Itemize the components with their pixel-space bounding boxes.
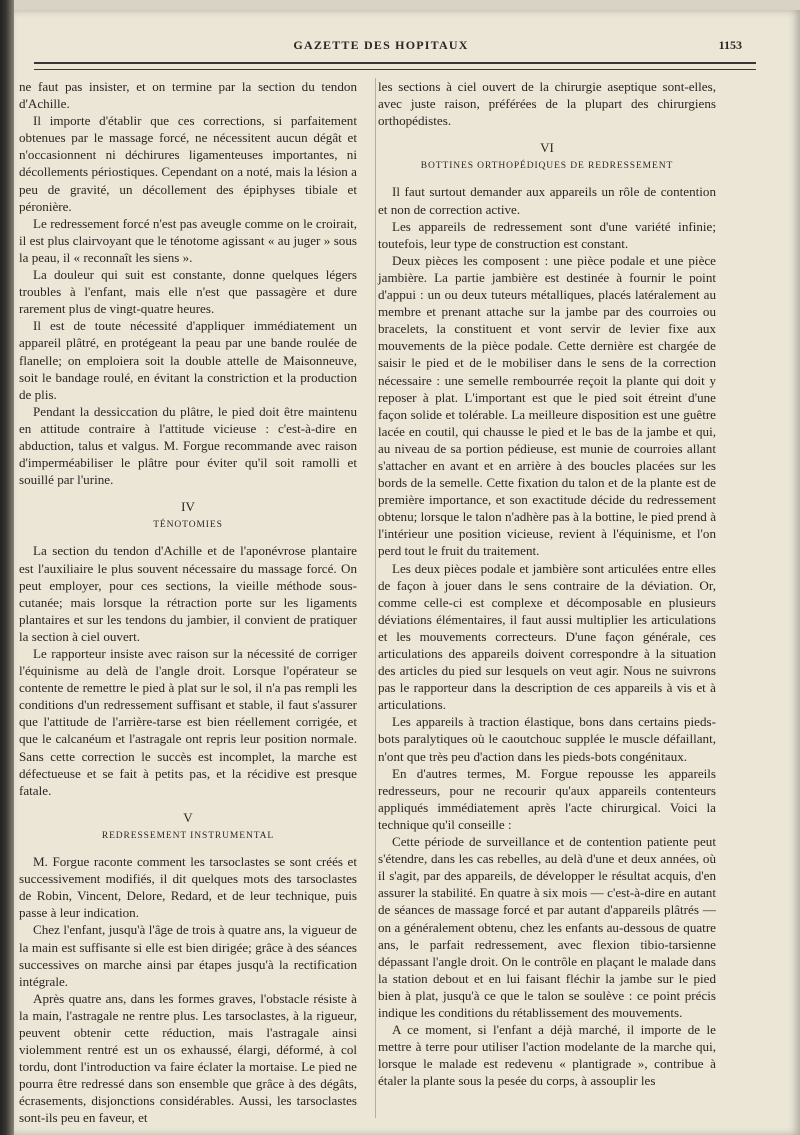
paragraph: Chez l'enfant, jusqu'à l'âge de trois à quatre ans, la vigueur de la main est suffisante si elle est bien dirigée; grâce à des séances successives on marche ainsi par étapes jusqu'à la rectification intégrale. [19, 922, 357, 989]
paragraph: Les deux pièces podale et jambière sont articulées entre elles de façon à jouer dans le sens contraire de la déviation. Or, comme celle-ci est complexe et décomposable en plusieurs déviations élémentaires, il faut aussi multiplier les articulations et les mouvements correcteurs. D'une façon générale, ces articulations des appareils doivent correspondre à la situation des articles du pied sur lesquels on veut agir. Nous ne suivrons pas le rapporteur dans la description de ces appareils à vis et à articulations. [378, 560, 716, 713]
paragraph: Cette période de surveillance et de contention patiente peut s'étendre, dans les cas rebelles, au delà d'une et deux années, où il s'agit, par des appareils, de développer le résultat acquis, d'en assurer la stabilité. En quatre à six mois — c'est-à-dire en autant de séances de massage forcé et par autant d'appareils plâtrés — on a généralement obtenu, chez les enfants au-dessous de quatre ans, le parfait redressement, avec flexion tibio-tarsienne dépassant l'angle droit. On le contrôle en plaçant le malade dans la station debout et en lui faisant fléchir la jambe sur le pied bien à plat, jusqu'à ce que le talon se soulève : ce point précis indique les conditions du rétablissement des mouvements. [378, 834, 716, 1020]
binding-spine [0, 0, 14, 1135]
section-number: VI [540, 140, 554, 156]
paragraph: ne faut pas insister, et on termine par la section du tendon d'Achille. [19, 79, 357, 112]
page-header [20, 38, 742, 58]
paragraph: Il importe d'établir que ces corrections, si parfaitement obtenues par le massage forcé, ne nécessitent aucun dégât et n'occasionnent ni déchirures ligamenteuses importantes, ni décollements périostiques. Cependant on a noté, mais la lésion a peu de gravité, un décollement des épiphyses tibiale et péronière. [19, 113, 357, 214]
paragraph: les sections à ciel ouvert de la chirurgie aseptique sont-elles, avec juste raison, préférées de la plupart des chirurgiens orthopédistes. [378, 79, 716, 129]
paragraph: La douleur qui suit est constante, donne quelques légers troubles à l'enfant, mais elle n'est que passagère et dure rarement plus de vingt-quatre heures. [19, 267, 357, 317]
paragraph: Les appareils à traction élastique, bons dans certains pieds-bots paralytiques où le caoutchouc supplée le muscle défaillant, n'ont que très peu d'action dans les pieds-bots congénitaux. [378, 714, 716, 764]
section-heading: TÉNOTOMIES [153, 520, 223, 531]
left-column [19, 78, 357, 1127]
section-number: IV [181, 499, 195, 515]
paragraph: La section du tendon d'Achille et de l'aponévrose plantaire est l'auxiliaire le plus souvent nécessaire du massage forcé. On peut employer, pour ces sections, la vieille méthode sous-cutanée; mais lorsque la rétraction porte sur les ligaments plantaires et sur les tendons du jambier, il convient de pratiquer la section à ciel ouvert. [19, 543, 357, 644]
paragraph: Le rapporteur insiste avec raison sur la nécessité de corriger l'équinisme au delà de l'angle droit. Lorsque l'opérateur se contente de remettre le pied à plat sur le sol, il n'a pas rempli les conditions d'un redressement suffisant et stable, il faut s'assurer que l'attitude de l'arrière-tarse est bien réellement corrigée, et que le calcanéum et l'astragale ont repris leur position normale. Sans cette correction le succès est incomplet, la marche est défectueuse et se fait à petits pas, et la récidive est presque fatale. [19, 646, 357, 798]
paragraph: En d'autres termes, M. Forgue repousse les appareils redresseurs, pour ne recourir qu'aux appareils contenteurs appliqués immédiatement après l'acte chirurgical. Voici la technique qu'il conseille : [378, 765, 716, 832]
section-number: V [183, 809, 193, 825]
section-heading: BOTTINES ORTHOPÉDIQUES DE REDRESSEMENT [420, 161, 674, 172]
column-divider [375, 78, 376, 1118]
header-rule [34, 62, 756, 70]
paragraph: A ce moment, si l'enfant a déjà marché, il importe de le mettre à terre pour utiliser l'action modelante de la marche qui, lorsque le malade est redevenu « plantigrade », contribue à étaler la plante sous la pesée du corps, à assouplir les [378, 1022, 716, 1089]
paragraph: Pendant la dessiccation du plâtre, le pied doit être maintenu en attitude contraire à l'attitude vicieuse : c'est-à-dire en abduction, talus et valgus. M. Forgue recommande avec raison d'imperméabiliser le plâtre pour éviter qu'il soit ramolli et souillé par l'urine. [19, 403, 357, 488]
paragraph: Il est de toute nécessité d'appliquer immédiatement un appareil plâtré, en protégeant la peau par une bande roulée de flanelle; on emploiera soit la double attelle de Maisonneuve, soit le bandage roulé, en évitant la constriction et la production de plis. [19, 318, 357, 402]
paragraph: Deux pièces les composent : une pièce podale et une pièce jambière. La partie jambière est destinée à fournir le point d'appui : un ou deux tuteurs métalliques, placés latéralement au membre et prenant attache sur la jambe par des courroies ou bracelets, la constituent et vont servir de levier fixe aux mouvements de la pièce podale. Cette dernière est chargée de saisir le pied et de le mobiliser dans le sens de la correction nécessaire : une semelle rembourrée reçoit la plante qui doit y reposer à plat. L'important est que le pied soit étreint d'une façon solide et tolérable. La meilleure disposition est une guêtre lacée en coutil, qui chausse le pied et le bas de la jambe et qui, au niveau de sa portion pédieuse, est munie de courroies allant s'attacher en avant et en arrière à des boucles placées sur les bords de la semelle. Cette fixation du talon et de la plante est de première importance, et son exactitude décide du redressement obtenu; lorsque le talon n'adhère pas à la bottine, le pied prend à l'intérieur une position vicieuse, revient à l'équinisme, et l'on perd tout le fruit du traitement. [378, 252, 716, 559]
paragraph: Après quatre ans, dans les formes graves, l'obstacle résiste à la main, l'astragale ne rentre plus. Les tarsoclastes, à la rigueur, peuvent obtenir cette réduction, mais l'astragale ainsi violemment rentré est un os exhaussé, élargi, déformé, à col tordu, dont l'introduction va faire éclater la mortaise. Le pied ne pourra être redressé dans son ensemble que grâce à des dégâts, écrasements, disjonctions considérables. Aussi, les tarsoclastes sont-ils peu en faveur, et [19, 990, 357, 1126]
right-column [378, 78, 716, 1089]
paragraph: Les appareils de redressement sont d'une variété infinie; toutefois, leur type de construction est constant. [378, 218, 716, 251]
section-heading: REDRESSEMENT INSTRUMENTAL [101, 830, 275, 841]
running-title: GAZETTE DES HOPITAUX [293, 38, 469, 52]
page-number: 1153 [718, 38, 742, 52]
paragraph: Le redressement forcé n'est pas aveugle comme on le croirait, il est plus clairvoyant que le ténotome agissant « au juger » sous la peau, il « reconnaît les siens ». [19, 215, 357, 265]
paragraph: Il faut surtout demander aux appareils un rôle de contention et non de correction active. [378, 184, 716, 217]
paragraph: M. Forgue raconte comment les tarsoclastes se sont créés et successivement modifiés, il dit quelques mots des tarsoclastes de Robin, Vincent, Delore, Redard, et de leur technique, puis passe à leur indication. [19, 854, 357, 921]
